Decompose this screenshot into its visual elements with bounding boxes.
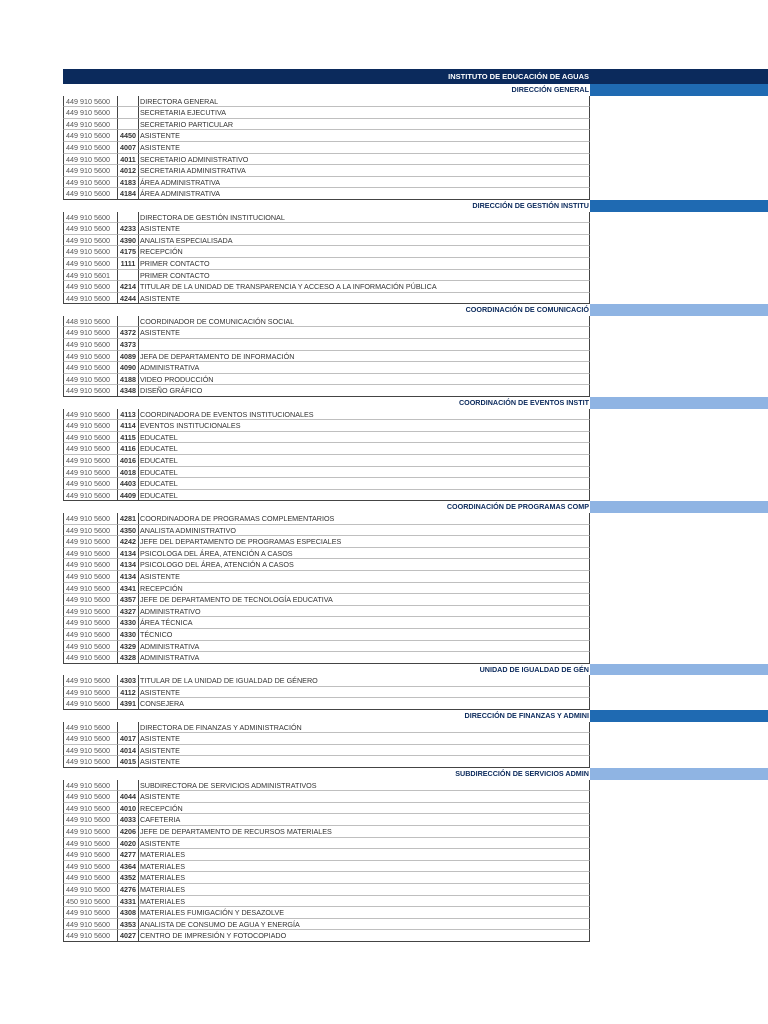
table-row bbox=[63, 513, 768, 525]
position-cell: DIRECTORA GENERAL bbox=[139, 96, 590, 108]
table-row bbox=[63, 896, 768, 908]
extension-cell bbox=[118, 119, 139, 131]
extension-cell: 4391 bbox=[118, 698, 139, 710]
phone-cell: 449 910 5600 bbox=[63, 559, 118, 571]
section-heading-row bbox=[63, 710, 768, 722]
extension-cell bbox=[118, 780, 139, 792]
extension-cell: 4017 bbox=[118, 733, 139, 745]
phone-cell: 449 910 5600 bbox=[63, 861, 118, 873]
table-row bbox=[63, 362, 768, 374]
phone-cell: 449 910 5600 bbox=[63, 281, 118, 293]
extension-cell: 4233 bbox=[118, 223, 139, 235]
extension-cell: 4113 bbox=[118, 409, 139, 421]
extension-cell: 4357 bbox=[118, 594, 139, 606]
table-row bbox=[63, 930, 768, 942]
phone-cell: 449 910 5600 bbox=[63, 606, 118, 618]
table-row bbox=[63, 583, 768, 595]
phone-cell: 449 910 5600 bbox=[63, 756, 118, 768]
sections-container bbox=[63, 84, 768, 942]
extension-cell: 4089 bbox=[118, 351, 139, 363]
extension-cell: 4033 bbox=[118, 814, 139, 826]
section-band bbox=[590, 768, 768, 780]
position-cell: EDUCATEL bbox=[139, 490, 590, 502]
table-row bbox=[63, 756, 768, 768]
table-row bbox=[63, 188, 768, 200]
extension-cell: 4016 bbox=[118, 455, 139, 467]
phone-cell: 449 910 5600 bbox=[63, 119, 118, 131]
position-cell: ASISTENTE bbox=[139, 571, 590, 583]
table-row bbox=[63, 293, 768, 305]
phone-cell: 449 910 5600 bbox=[63, 362, 118, 374]
phone-cell: 449 910 5600 bbox=[63, 478, 118, 490]
extension-cell: 4044 bbox=[118, 791, 139, 803]
extension-cell: 1111 bbox=[118, 258, 139, 270]
position-cell: PRIMER CONTACTO bbox=[139, 270, 590, 282]
extension-cell: 4372 bbox=[118, 327, 139, 339]
extension-cell: 4281 bbox=[118, 513, 139, 525]
position-cell: SECRETARIO ADMINISTRATIVO bbox=[139, 154, 590, 166]
extension-cell: 4390 bbox=[118, 235, 139, 247]
phone-cell: 449 910 5600 bbox=[63, 617, 118, 629]
position-cell: ADMINISTRATIVO bbox=[139, 606, 590, 618]
extension-cell: 4114 bbox=[118, 420, 139, 432]
extension-cell: 4090 bbox=[118, 362, 139, 374]
table-row bbox=[63, 606, 768, 618]
phone-cell: 448 910 5600 bbox=[63, 316, 118, 328]
position-cell: JEFE DE DEPARTAMENTO DE RECURSOS MATERIALES bbox=[139, 826, 590, 838]
table-row bbox=[63, 617, 768, 629]
phone-cell: 449 910 5600 bbox=[63, 154, 118, 166]
extension-cell: 4011 bbox=[118, 154, 139, 166]
table-row bbox=[63, 536, 768, 548]
table-row bbox=[63, 177, 768, 189]
phone-cell: 449 910 5600 bbox=[63, 803, 118, 815]
position-cell: ADMINISTRATIVA bbox=[139, 652, 590, 664]
phone-cell: 449 910 5600 bbox=[63, 884, 118, 896]
phone-cell: 449 910 5600 bbox=[63, 130, 118, 142]
position-cell: ASISTENTE bbox=[139, 293, 590, 305]
section-heading: COORDINACIÓN DE EVENTOS INSTIT bbox=[458, 398, 589, 408]
position-cell: CENTRO DE IMPRESIÓN Y FOTOCOPIADO bbox=[139, 930, 590, 942]
table-row bbox=[63, 270, 768, 282]
phone-cell: 449 910 5600 bbox=[63, 351, 118, 363]
table-row bbox=[63, 154, 768, 166]
extension-cell: 4364 bbox=[118, 861, 139, 873]
phone-cell: 449 910 5600 bbox=[63, 849, 118, 861]
table-row bbox=[63, 803, 768, 815]
phone-cell: 449 910 5600 bbox=[63, 907, 118, 919]
phone-cell: 449 910 5600 bbox=[63, 513, 118, 525]
position-cell: SECRETARIO PARTICULAR bbox=[139, 119, 590, 131]
extension-cell bbox=[118, 722, 139, 734]
table-row bbox=[63, 327, 768, 339]
phone-cell: 449 910 5600 bbox=[63, 548, 118, 560]
position-cell: PSICOLOGA DEL ÁREA, ATENCIÓN A CASOS bbox=[139, 548, 590, 560]
extension-cell: 4277 bbox=[118, 849, 139, 861]
section-heading: COORDINACIÓN DE PROGRAMAS COMP bbox=[446, 502, 589, 512]
extension-cell: 4331 bbox=[118, 896, 139, 908]
section-heading: COORDINACIÓN DE COMUNICACIÓ bbox=[465, 305, 589, 315]
extension-cell: 4116 bbox=[118, 443, 139, 455]
table-row bbox=[63, 780, 768, 792]
table-row bbox=[63, 96, 768, 108]
section-band bbox=[590, 200, 768, 212]
table-row bbox=[63, 443, 768, 455]
table-row bbox=[63, 142, 768, 154]
extension-cell: 4373 bbox=[118, 339, 139, 351]
section-heading: DIRECCIÓN GENERAL bbox=[511, 85, 589, 94]
table-row bbox=[63, 467, 768, 479]
position-cell: MATERIALES bbox=[139, 872, 590, 884]
phone-cell: 449 910 5600 bbox=[63, 432, 118, 444]
extension-cell: 4027 bbox=[118, 930, 139, 942]
phone-cell: 449 910 5600 bbox=[63, 142, 118, 154]
table-row bbox=[63, 861, 768, 873]
table-row bbox=[63, 722, 768, 734]
position-cell: JEFE DEL DEPARTAMENTO DE PROGRAMAS ESPECIALES bbox=[139, 536, 590, 548]
position-cell: DISEÑO GRÁFICO bbox=[139, 385, 590, 397]
phone-cell: 449 910 5600 bbox=[63, 814, 118, 826]
table-row bbox=[63, 687, 768, 699]
position-cell: JEFE DE DEPARTAMENTO DE TECNOLOGÍA EDUCATIVA bbox=[139, 594, 590, 606]
table-row bbox=[63, 571, 768, 583]
table-row bbox=[63, 212, 768, 224]
position-cell: ASISTENTE bbox=[139, 733, 590, 745]
position-cell: PRIMER CONTACTO bbox=[139, 258, 590, 270]
table-row bbox=[63, 849, 768, 861]
table-row bbox=[63, 525, 768, 537]
position-cell: EDUCATEL bbox=[139, 478, 590, 490]
phone-cell: 449 910 5600 bbox=[63, 930, 118, 942]
extension-cell: 4328 bbox=[118, 652, 139, 664]
extension-cell: 4403 bbox=[118, 478, 139, 490]
extension-cell: 4244 bbox=[118, 293, 139, 305]
phone-cell: 449 910 5600 bbox=[63, 675, 118, 687]
phone-cell: 449 910 5600 bbox=[63, 745, 118, 757]
table-row bbox=[63, 675, 768, 687]
position-cell: RECEPCIÓN bbox=[139, 583, 590, 595]
table-row bbox=[63, 490, 768, 502]
phone-cell: 449 910 5600 bbox=[63, 571, 118, 583]
table-row bbox=[63, 478, 768, 490]
position-cell: COORDINADOR DE COMUNICACIÓN SOCIAL bbox=[139, 316, 590, 328]
phone-cell: 449 910 5600 bbox=[63, 780, 118, 792]
position-cell: PSICOLOGO DEL ÁREA, ATENCIÓN A CASOS bbox=[139, 559, 590, 571]
position-cell: TÉCNICO bbox=[139, 629, 590, 641]
section-heading-row bbox=[63, 501, 768, 513]
directory-sheet bbox=[63, 69, 768, 942]
section-heading: DIRECCIÓN DE GESTIÓN INSTITU bbox=[472, 200, 589, 210]
table-row bbox=[63, 432, 768, 444]
title-row bbox=[63, 69, 768, 84]
extension-cell: 4348 bbox=[118, 385, 139, 397]
phone-cell: 449 910 5600 bbox=[63, 235, 118, 247]
position-cell: RECEPCIÓN bbox=[139, 246, 590, 258]
table-row bbox=[63, 698, 768, 710]
phone-cell: 449 910 5600 bbox=[63, 652, 118, 664]
position-cell: ASISTENTE bbox=[139, 327, 590, 339]
position-cell: MATERIALES bbox=[139, 849, 590, 861]
extension-cell: 4010 bbox=[118, 803, 139, 815]
section-band bbox=[590, 710, 768, 722]
table-row bbox=[63, 455, 768, 467]
sheet-title: INSTITUTO DE EDUCACIÓN DE AGUAS bbox=[63, 69, 590, 84]
phone-cell: 449 910 5600 bbox=[63, 409, 118, 421]
phone-cell: 449 910 5600 bbox=[63, 919, 118, 931]
phone-cell: 449 910 5600 bbox=[63, 293, 118, 305]
extension-cell: 4014 bbox=[118, 745, 139, 757]
extension-cell: 4183 bbox=[118, 177, 139, 189]
phone-cell: 450 910 5600 bbox=[63, 896, 118, 908]
section-heading-row bbox=[63, 200, 768, 212]
position-cell: EDUCATEL bbox=[139, 432, 590, 444]
position-cell: MATERIALES FUMIGACIÓN Y DESAZOLVE bbox=[139, 907, 590, 919]
extension-cell: 4134 bbox=[118, 559, 139, 571]
position-cell: RECEPCIÓN bbox=[139, 803, 590, 815]
position-cell: ASISTENTE bbox=[139, 745, 590, 757]
table-row bbox=[63, 641, 768, 653]
extension-cell: 4330 bbox=[118, 629, 139, 641]
table-row bbox=[63, 733, 768, 745]
section-heading: DIRECCIÓN DE FINANZAS Y ADMINI bbox=[464, 711, 589, 721]
position-cell: EDUCATEL bbox=[139, 467, 590, 479]
extension-cell: 4134 bbox=[118, 571, 139, 583]
phone-cell: 449 910 5600 bbox=[63, 223, 118, 235]
table-row bbox=[63, 745, 768, 757]
extension-cell: 4188 bbox=[118, 374, 139, 386]
table-row bbox=[63, 223, 768, 235]
phone-cell: 449 910 5600 bbox=[63, 246, 118, 258]
position-cell: ADMINISTRATIVA bbox=[139, 641, 590, 653]
extension-cell: 4020 bbox=[118, 838, 139, 850]
table-row bbox=[63, 374, 768, 386]
table-row bbox=[63, 791, 768, 803]
phone-cell: 449 910 5600 bbox=[63, 467, 118, 479]
extension-cell: 4303 bbox=[118, 675, 139, 687]
phone-cell: 449 910 5600 bbox=[63, 594, 118, 606]
table-row bbox=[63, 385, 768, 397]
phone-cell: 449 910 5600 bbox=[63, 838, 118, 850]
table-row bbox=[63, 258, 768, 270]
phone-cell: 449 910 5600 bbox=[63, 629, 118, 641]
position-cell: EDUCATEL bbox=[139, 455, 590, 467]
table-row bbox=[63, 130, 768, 142]
title-band bbox=[590, 69, 768, 84]
phone-cell: 449 910 5600 bbox=[63, 791, 118, 803]
phone-cell: 449 910 5600 bbox=[63, 490, 118, 502]
extension-cell: 4015 bbox=[118, 756, 139, 768]
phone-cell: 449 910 5601 bbox=[63, 270, 118, 282]
extension-cell: 4018 bbox=[118, 467, 139, 479]
section-heading-row bbox=[63, 664, 768, 676]
table-row bbox=[63, 339, 768, 351]
table-row bbox=[63, 814, 768, 826]
position-cell: DIRECTORA DE GESTIÓN INSTITUCIONAL bbox=[139, 212, 590, 224]
section-band bbox=[590, 304, 768, 316]
extension-cell: 4206 bbox=[118, 826, 139, 838]
extension-cell: 4350 bbox=[118, 525, 139, 537]
position-cell: TITULAR DE LA UNIDAD DE IGUALDAD DE GÉNERO bbox=[139, 675, 590, 687]
position-cell: COORDINADORA DE PROGRAMAS COMPLEMENTARIOS bbox=[139, 513, 590, 525]
table-row bbox=[63, 594, 768, 606]
phone-cell: 449 910 5600 bbox=[63, 872, 118, 884]
extension-cell bbox=[118, 212, 139, 224]
position-cell: SECRETARIA EJECUTIVA bbox=[139, 107, 590, 119]
position-cell bbox=[139, 339, 590, 351]
position-cell: SUBDIRECTORA DE SERVICIOS ADMINISTRATIVOS bbox=[139, 780, 590, 792]
phone-cell: 449 910 5600 bbox=[63, 107, 118, 119]
phone-cell: 449 910 5600 bbox=[63, 165, 118, 177]
position-cell: MATERIALES bbox=[139, 861, 590, 873]
table-row bbox=[63, 872, 768, 884]
position-cell: ASISTENTE bbox=[139, 687, 590, 699]
position-cell: ASISTENTE bbox=[139, 142, 590, 154]
extension-cell: 4214 bbox=[118, 281, 139, 293]
table-row bbox=[63, 420, 768, 432]
extension-cell: 4341 bbox=[118, 583, 139, 595]
table-row bbox=[63, 107, 768, 119]
position-cell: ASISTENTE bbox=[139, 838, 590, 850]
table-row bbox=[63, 907, 768, 919]
extension-cell: 4450 bbox=[118, 130, 139, 142]
position-cell: SECRETARIA ADMINISTRATIVA bbox=[139, 165, 590, 177]
table-row bbox=[63, 919, 768, 931]
position-cell: ASISTENTE bbox=[139, 791, 590, 803]
table-row bbox=[63, 884, 768, 896]
table-row bbox=[63, 165, 768, 177]
extension-cell: 4353 bbox=[118, 919, 139, 931]
table-row bbox=[63, 652, 768, 664]
phone-cell: 449 910 5600 bbox=[63, 327, 118, 339]
section-heading-row bbox=[63, 397, 768, 409]
phone-cell: 449 910 5600 bbox=[63, 536, 118, 548]
phone-cell: 449 910 5600 bbox=[63, 374, 118, 386]
position-cell: EVENTOS INSTITUCIONALES bbox=[139, 420, 590, 432]
position-cell: ANALISTA ESPECIALISADA bbox=[139, 235, 590, 247]
phone-cell: 449 910 5600 bbox=[63, 583, 118, 595]
position-cell: ANALISTA DE CONSUMO DE AGUA Y ENERGÍA bbox=[139, 919, 590, 931]
extension-cell: 4175 bbox=[118, 246, 139, 258]
section-heading-row bbox=[63, 768, 768, 780]
position-cell: ASISTENTE bbox=[139, 223, 590, 235]
table-row bbox=[63, 826, 768, 838]
position-cell: MATERIALES bbox=[139, 896, 590, 908]
section-band bbox=[590, 84, 768, 96]
extension-cell: 4242 bbox=[118, 536, 139, 548]
position-cell: VIDEO PRODUCCIÓN bbox=[139, 374, 590, 386]
phone-cell: 449 910 5600 bbox=[63, 212, 118, 224]
position-cell: DIRECTORA DE FINANZAS Y ADMINISTRACIÓN bbox=[139, 722, 590, 734]
position-cell: CONSEJERA bbox=[139, 698, 590, 710]
position-cell: MATERIALES bbox=[139, 884, 590, 896]
phone-cell: 449 910 5600 bbox=[63, 188, 118, 200]
extension-cell: 4308 bbox=[118, 907, 139, 919]
extension-cell: 4409 bbox=[118, 490, 139, 502]
section-band bbox=[590, 501, 768, 513]
extension-cell: 4330 bbox=[118, 617, 139, 629]
phone-cell: 449 910 5600 bbox=[63, 339, 118, 351]
table-row bbox=[63, 559, 768, 571]
phone-cell: 449 910 5600 bbox=[63, 420, 118, 432]
table-row bbox=[63, 838, 768, 850]
position-cell: COORDINADORA DE EVENTOS INSTITUCIONALES bbox=[139, 409, 590, 421]
position-cell: TITULAR DE LA UNIDAD DE TRANSPARENCIA Y ACCESO A LA INFORMACIÓN PÚBLICA bbox=[139, 281, 590, 293]
table-row bbox=[63, 119, 768, 131]
extension-cell: 4352 bbox=[118, 872, 139, 884]
position-cell: ANALISTA ADMINISTRATIVO bbox=[139, 525, 590, 537]
phone-cell: 449 910 5600 bbox=[63, 698, 118, 710]
section-heading-row bbox=[63, 304, 768, 316]
table-row bbox=[63, 351, 768, 363]
position-cell: CAFETERIA bbox=[139, 814, 590, 826]
table-row bbox=[63, 316, 768, 328]
phone-cell: 449 910 5600 bbox=[63, 826, 118, 838]
phone-cell: 449 910 5600 bbox=[63, 687, 118, 699]
extension-cell: 4327 bbox=[118, 606, 139, 618]
phone-cell: 449 910 5600 bbox=[63, 177, 118, 189]
position-cell: EDUCATEL bbox=[139, 443, 590, 455]
phone-cell: 449 910 5600 bbox=[63, 733, 118, 745]
position-cell: JEFA DE DEPARTAMENTO DE INFORMACIÓN bbox=[139, 351, 590, 363]
table-row bbox=[63, 246, 768, 258]
section-heading-row bbox=[63, 84, 768, 96]
extension-cell bbox=[118, 107, 139, 119]
table-row bbox=[63, 548, 768, 560]
phone-cell: 449 910 5600 bbox=[63, 258, 118, 270]
extension-cell: 4012 bbox=[118, 165, 139, 177]
table-row bbox=[63, 409, 768, 421]
phone-cell: 449 910 5600 bbox=[63, 455, 118, 467]
phone-cell: 449 910 5600 bbox=[63, 96, 118, 108]
phone-cell: 449 910 5600 bbox=[63, 641, 118, 653]
position-cell: ÁREA ADMINISTRATIVA bbox=[139, 188, 590, 200]
extension-cell bbox=[118, 316, 139, 328]
extension-cell bbox=[118, 270, 139, 282]
section-band bbox=[590, 397, 768, 409]
phone-cell: 449 910 5600 bbox=[63, 722, 118, 734]
extension-cell bbox=[118, 96, 139, 108]
position-cell: ASISTENTE bbox=[139, 130, 590, 142]
extension-cell: 4115 bbox=[118, 432, 139, 444]
extension-cell: 4184 bbox=[118, 188, 139, 200]
phone-cell: 449 910 5600 bbox=[63, 443, 118, 455]
phone-cell: 449 910 5600 bbox=[63, 525, 118, 537]
section-band bbox=[590, 664, 768, 676]
phone-cell: 449 910 5600 bbox=[63, 385, 118, 397]
table-row bbox=[63, 235, 768, 247]
section-heading: SUBDIRECCIÓN DE SERVICIOS ADMIN bbox=[455, 769, 589, 779]
extension-cell: 4276 bbox=[118, 884, 139, 896]
position-cell: ASISTENTE bbox=[139, 756, 590, 768]
extension-cell: 4007 bbox=[118, 142, 139, 154]
section-heading: UNIDAD DE IGUALDAD DE GÉN bbox=[479, 664, 589, 674]
table-row bbox=[63, 281, 768, 293]
extension-cell: 4112 bbox=[118, 687, 139, 699]
table-row bbox=[63, 629, 768, 641]
position-cell: ÁREA ADMINISTRATIVA bbox=[139, 177, 590, 189]
position-cell: ÁREA TÉCNICA bbox=[139, 617, 590, 629]
extension-cell: 4134 bbox=[118, 548, 139, 560]
extension-cell: 4329 bbox=[118, 641, 139, 653]
position-cell: ADMINISTRATIVA bbox=[139, 362, 590, 374]
